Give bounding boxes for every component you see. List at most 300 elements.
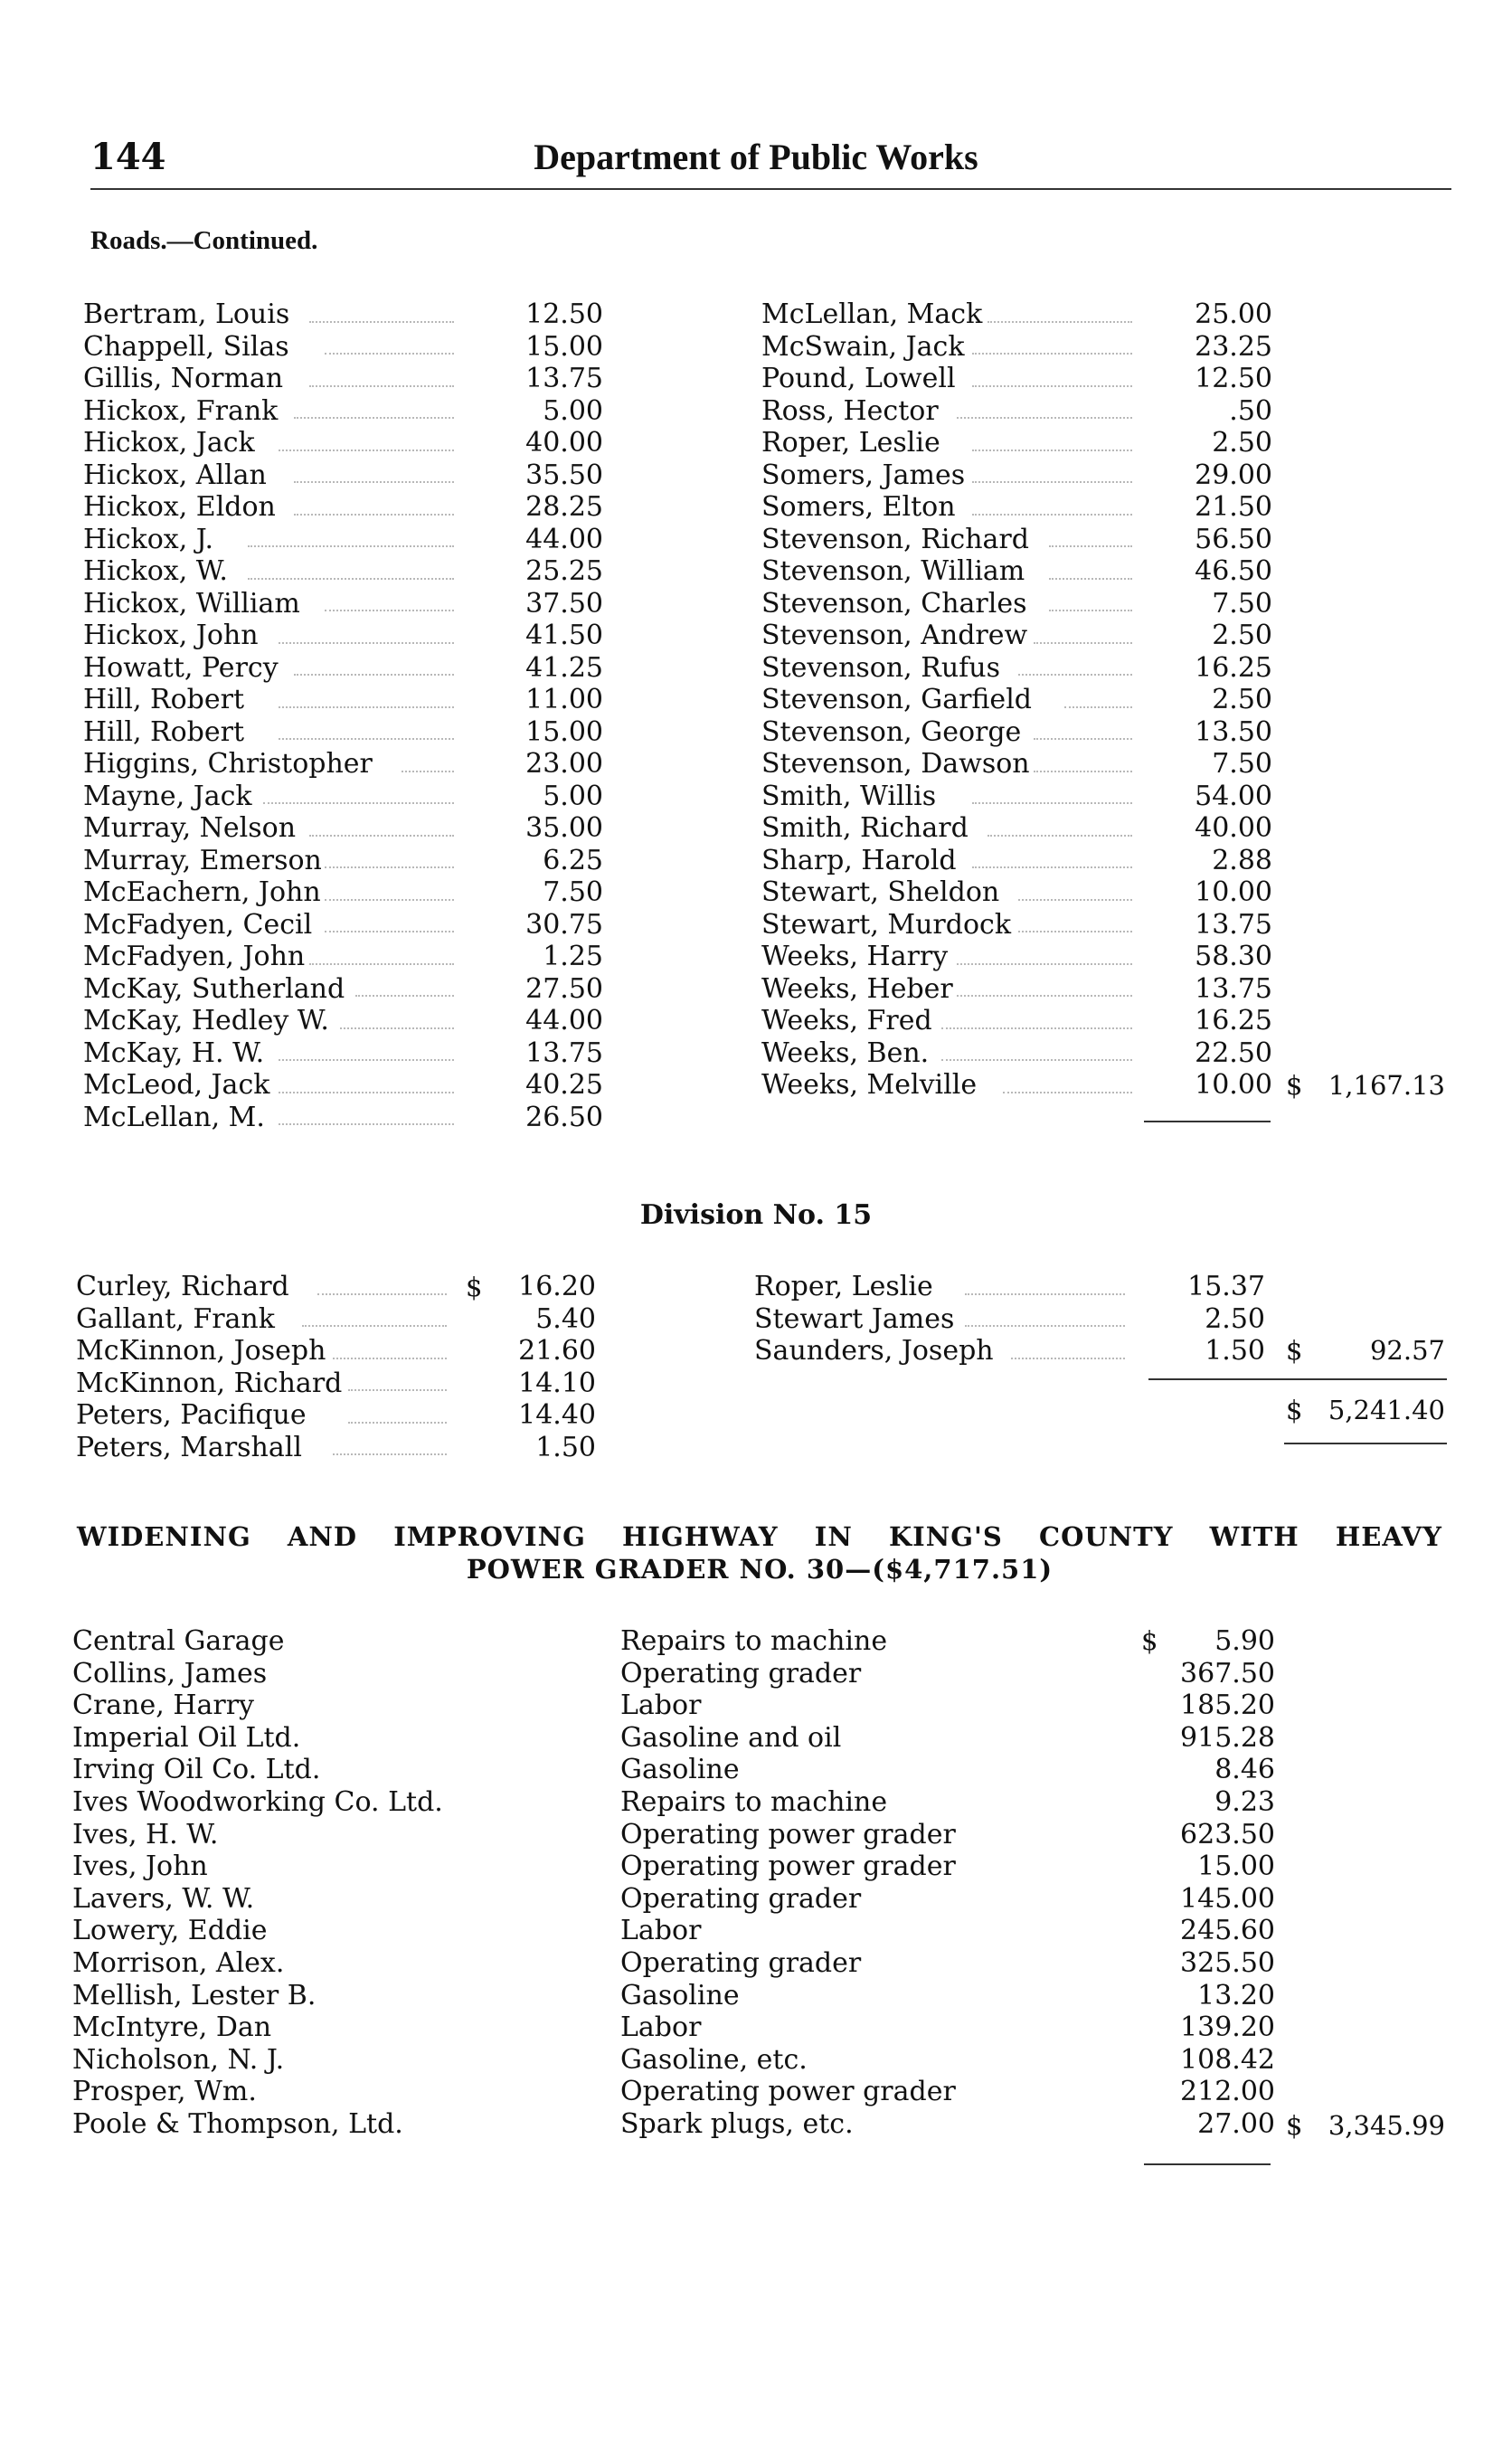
entry-amount: 12.50	[525, 298, 603, 330]
item-description: Gasoline and oil	[620, 1721, 842, 1754]
list-item	[83, 748, 603, 781]
entry-amount: 12.50	[1195, 363, 1272, 394]
table-row	[72, 2076, 1275, 2108]
entry-name: Stevenson, Charles	[761, 587, 1027, 620]
list-item	[761, 395, 1272, 428]
payee-name: Lavers, W. W.	[72, 1882, 255, 1915]
payee-name: Ives Woodworking Co. Ltd.	[72, 1785, 443, 1818]
leader-dots	[340, 1027, 454, 1029]
entry-name: McKay, Hedley W.	[83, 1005, 329, 1036]
entry-amount: 7.50	[543, 876, 603, 908]
leader-dots	[325, 931, 454, 932]
entry-amount: 11.00	[525, 684, 603, 715]
item-description: Operating power grader	[620, 2076, 956, 2108]
item-amount: 5.90	[1214, 1625, 1275, 1657]
list-item	[83, 395, 603, 428]
list-item	[76, 1399, 596, 1432]
entry-amount: 13.75	[525, 1036, 603, 1069]
entry-amount: 10.00	[1195, 1069, 1272, 1101]
table-row	[72, 1915, 1275, 1947]
leader-dots	[972, 866, 1132, 868]
payee-name: Morrison, Alex.	[72, 1946, 285, 1979]
entry-name: McFadyen, Cecil	[83, 908, 313, 941]
leader-dots	[972, 481, 1132, 483]
list-item	[761, 331, 1272, 364]
entry-amount: 40.00	[1195, 812, 1272, 844]
list-item	[761, 1037, 1272, 1070]
list-item	[761, 524, 1272, 556]
list-item	[761, 748, 1272, 781]
entry-name: McEachern, John	[83, 876, 321, 908]
entry-amount: 14.10	[518, 1367, 596, 1399]
payee-name: Imperial Oil Ltd.	[72, 1721, 301, 1754]
leader-dots	[402, 771, 454, 772]
widening-total: 3,345.99	[1328, 2110, 1445, 2141]
entry-amount: 2.50	[1212, 620, 1272, 651]
entry-amount: 26.50	[525, 1101, 603, 1133]
entry-amount: 44.00	[525, 523, 603, 555]
leader-dots	[309, 321, 454, 323]
entry-name: Somers, Elton	[761, 491, 956, 523]
table-row	[72, 1690, 1275, 1722]
entry-name: Stewart, Sheldon	[761, 876, 1000, 908]
heading-word: IMPROVING	[393, 1521, 586, 1552]
leader-dots	[1018, 674, 1132, 676]
leader-dots	[1018, 899, 1132, 901]
entry-amount: 15.37	[1187, 1271, 1265, 1302]
entry-name: McFadyen, John	[83, 941, 306, 972]
leader-dots	[248, 578, 454, 580]
entry-name: McLeod, Jack	[83, 1069, 270, 1101]
list-item	[83, 588, 603, 620]
heading-word: AND	[287, 1521, 358, 1552]
roads-total-rule	[1144, 1121, 1271, 1122]
list-item	[76, 1335, 596, 1368]
entry-name: Hickox, Allan	[83, 459, 267, 491]
heading-word: IN	[814, 1521, 853, 1552]
list-item	[761, 620, 1272, 652]
table-row	[72, 1658, 1275, 1690]
entry-name: Roper, Leslie	[761, 427, 940, 459]
list-item	[83, 363, 603, 395]
div15-left-currency: $	[466, 1272, 483, 1302]
table-row	[72, 2044, 1275, 2077]
division-heading: Division No. 15	[639, 1199, 873, 1231]
leader-dots	[279, 1092, 454, 1093]
list-item	[83, 331, 603, 364]
leader-dots	[348, 1422, 447, 1424]
entry-amount: 6.25	[543, 844, 603, 876]
list-item	[754, 1335, 1265, 1368]
div15-subtotal-currency: $	[1286, 1335, 1303, 1366]
list-item	[83, 684, 603, 716]
entry-amount: 13.75	[1195, 972, 1272, 1005]
list-item	[761, 363, 1272, 395]
leader-dots	[957, 963, 1132, 965]
heading-word: KING'S	[888, 1521, 1003, 1552]
entry-name: Gallant, Frank	[76, 1302, 275, 1335]
leader-dots	[279, 1059, 454, 1061]
list-item	[761, 909, 1272, 942]
list-item	[761, 427, 1272, 459]
div15-subtotal-rule	[1148, 1378, 1447, 1380]
entry-amount: .50	[1229, 394, 1272, 427]
item-amount: 13.20	[1197, 1979, 1275, 2011]
item-amount: 212.00	[1180, 2076, 1275, 2108]
list-item	[83, 298, 603, 331]
list-item	[83, 909, 603, 942]
leader-dots	[965, 1293, 1125, 1295]
entry-name: Smith, Richard	[761, 812, 969, 844]
entry-name: Stevenson, George	[761, 715, 1022, 748]
leader-dots	[972, 450, 1132, 451]
leader-dots	[941, 1027, 1132, 1029]
entry-amount: 40.00	[525, 427, 603, 459]
list-item	[76, 1368, 596, 1400]
grand-total-rule	[1284, 1443, 1447, 1444]
item-description: Labor	[620, 1915, 702, 1947]
list-item	[761, 876, 1272, 909]
leader-dots	[1011, 1358, 1125, 1359]
list-item	[754, 1303, 1265, 1336]
entry-name: Bertram, Louis	[83, 298, 290, 330]
payee-name: Nicholson, N. J.	[72, 2043, 285, 2076]
grand-total: 5,241.40	[1328, 1395, 1445, 1425]
list-item	[76, 1271, 596, 1303]
entry-amount: 16.25	[1195, 1005, 1272, 1036]
widening-heading	[77, 1521, 1442, 1585]
list-item	[761, 684, 1272, 716]
entry-amount: 15.00	[525, 715, 603, 748]
table-row	[72, 1850, 1275, 1883]
item-amount: 623.50	[1180, 1818, 1275, 1850]
entry-amount: 5.40	[535, 1302, 596, 1335]
item-amount: 9.23	[1214, 1785, 1275, 1818]
leader-dots	[972, 353, 1132, 355]
entry-name: McSwain, Jack	[761, 330, 965, 363]
entry-name: Chappell, Silas	[83, 330, 289, 363]
list-item	[83, 1037, 603, 1070]
leader-dots	[972, 514, 1132, 516]
list-item	[83, 781, 603, 813]
leader-dots	[1049, 610, 1132, 611]
entry-amount: 16.25	[1195, 651, 1272, 684]
leader-dots	[325, 899, 454, 901]
table-row	[72, 1722, 1275, 1755]
list-item	[83, 1005, 603, 1037]
item-amount: 367.50	[1180, 1657, 1275, 1690]
list-item	[761, 812, 1272, 845]
entry-name: Weeks, Heber	[761, 972, 953, 1005]
entry-amount: 13.75	[525, 363, 603, 394]
table-row	[72, 1625, 1275, 1658]
widening-total-rule	[1144, 2163, 1271, 2165]
list-item	[754, 1271, 1265, 1303]
item-amount: 245.60	[1180, 1915, 1275, 1947]
entry-name: Murray, Nelson	[83, 812, 297, 844]
leader-dots	[309, 963, 454, 965]
leader-dots	[1018, 931, 1132, 932]
entry-name: Hill, Robert	[83, 715, 245, 748]
entry-name: Howatt, Percy	[83, 651, 279, 684]
leader-dots	[1034, 738, 1132, 740]
entry-name: Stevenson, Dawson	[761, 748, 1030, 780]
entry-name: Saunders, Joseph	[754, 1335, 994, 1367]
payee-name: Collins, James	[72, 1657, 268, 1690]
leader-dots	[941, 1059, 1132, 1061]
entry-amount: 35.50	[525, 459, 603, 491]
header-rule	[90, 188, 1451, 190]
entry-name: Stewart James	[754, 1302, 955, 1335]
item-amount: 325.50	[1180, 1946, 1275, 1979]
entry-name: Roper, Leslie	[754, 1271, 933, 1302]
item-amount: 915.28	[1180, 1721, 1275, 1754]
list-item	[761, 652, 1272, 685]
list-item	[83, 876, 603, 909]
heading-word: WIDENING	[77, 1521, 251, 1552]
entry-name: Ross, Hector	[761, 394, 939, 427]
list-item	[83, 1069, 603, 1102]
table-row	[72, 1947, 1275, 1980]
item-description: Gasoline	[620, 1979, 740, 2011]
payee-name: Ives, John	[72, 1850, 208, 1883]
entry-amount: 7.50	[1212, 748, 1272, 780]
item-description: Operating grader	[620, 1946, 862, 1979]
entry-amount: 44.00	[525, 1005, 603, 1036]
item-description: Operating power grader	[620, 1850, 956, 1883]
entry-name: Curley, Richard	[76, 1271, 289, 1302]
entry-name: Gillis, Norman	[83, 363, 284, 394]
entry-amount: 5.00	[543, 780, 603, 812]
leader-dots	[965, 1325, 1125, 1327]
leader-dots	[317, 1293, 447, 1295]
list-item	[83, 812, 603, 845]
list-item	[761, 1069, 1272, 1102]
entry-name: Stevenson, William	[761, 555, 1025, 587]
widening-currency: $	[1286, 2110, 1303, 2141]
entry-name: Stevenson, Richard	[761, 523, 1029, 555]
entry-name: McKinnon, Joseph	[76, 1335, 326, 1367]
leader-dots	[988, 321, 1132, 323]
entry-name: Higgins, Christopher	[83, 748, 373, 780]
entry-name: Smith, Willis	[761, 780, 937, 812]
list-item	[83, 716, 603, 749]
entry-name: Somers, James	[761, 459, 966, 491]
roads-currency: $	[1286, 1070, 1303, 1101]
leader-dots	[309, 385, 454, 387]
entry-amount: 2.50	[1212, 427, 1272, 459]
leader-dots	[294, 481, 454, 483]
item-amount: 15.00	[1197, 1850, 1275, 1883]
list-item	[83, 491, 603, 524]
item-description: Labor	[620, 1690, 702, 1722]
leader-dots	[325, 610, 454, 611]
list-item	[76, 1303, 596, 1336]
widening-heading-line2: POWER GRADER NO. 30—($4,717.51)	[466, 1554, 1054, 1585]
list-item	[83, 459, 603, 492]
entry-name: McKinnon, Richard	[76, 1367, 343, 1399]
entry-amount: 2.50	[1212, 684, 1272, 715]
leader-dots	[279, 450, 454, 451]
leader-dots	[355, 995, 454, 997]
entry-name: Stevenson, Rufus	[761, 651, 1000, 684]
leader-dots	[279, 1123, 454, 1125]
leader-dots	[294, 674, 454, 676]
payee-name: Central Garage	[72, 1625, 285, 1657]
entry-amount: 23.00	[525, 748, 603, 780]
leader-dots	[325, 353, 454, 355]
entry-amount: 35.00	[525, 812, 603, 844]
list-item	[83, 1102, 603, 1134]
heading-word: HIGHWAY	[622, 1521, 779, 1552]
entry-name: Peters, Pacifique	[76, 1399, 307, 1431]
item-amount: 27.00	[1197, 2107, 1275, 2140]
leader-dots	[1064, 706, 1132, 708]
list-item	[83, 652, 603, 685]
entry-amount: 37.50	[525, 587, 603, 620]
item-description: Repairs to machine	[620, 1625, 888, 1657]
item-amount: 8.46	[1214, 1754, 1275, 1786]
leader-dots	[957, 417, 1132, 419]
section-continued-heading: Roads.—Continued.	[90, 226, 318, 255]
widening-ledger	[72, 1625, 1275, 2141]
list-item	[761, 941, 1272, 973]
payee-name: McIntyre, Dan	[72, 2011, 272, 2044]
item-description: Spark plugs, etc.	[620, 2107, 854, 2140]
entry-name: Hickox, W.	[83, 555, 228, 587]
entry-amount: 1.25	[543, 941, 603, 972]
entry-name: McLellan, Mack	[761, 298, 983, 330]
item-description: Operating power grader	[620, 1818, 956, 1850]
table-row	[72, 1883, 1275, 1916]
entry-name: Hickox, Frank	[83, 394, 279, 427]
entry-amount: 1.50	[535, 1431, 596, 1463]
leader-dots	[1034, 642, 1132, 644]
entry-amount: 41.50	[525, 620, 603, 651]
roads-left-column	[83, 298, 603, 1133]
entry-name: Stevenson, Garfield	[761, 684, 1032, 715]
list-item	[83, 941, 603, 973]
entry-amount: 27.50	[525, 972, 603, 1005]
item-description: Labor	[620, 2011, 702, 2044]
page-number: 144	[90, 136, 166, 178]
list-item	[83, 555, 603, 588]
list-item	[761, 1005, 1272, 1037]
item-description: Operating grader	[620, 1882, 862, 1915]
entry-amount: 21.60	[518, 1335, 596, 1367]
entry-amount: 56.50	[1195, 523, 1272, 555]
entry-name: McKay, Sutherland	[83, 972, 345, 1005]
entry-name: Weeks, Fred	[761, 1005, 932, 1036]
list-item	[761, 845, 1272, 877]
entry-amount: 40.25	[525, 1069, 603, 1101]
leader-dots	[1034, 771, 1132, 772]
widening-first-currency: $	[1141, 1625, 1158, 1656]
entry-name: Hickox, John	[83, 620, 259, 651]
entry-amount: 25.00	[1195, 298, 1272, 330]
entry-amount: 13.75	[1195, 908, 1272, 941]
item-amount: 139.20	[1180, 2011, 1275, 2044]
leader-dots	[348, 1389, 447, 1391]
table-row	[72, 2011, 1275, 2044]
leader-dots	[1049, 578, 1132, 580]
grand-total-currency: $	[1286, 1395, 1303, 1425]
entry-name: Mayne, Jack	[83, 780, 252, 812]
entry-amount: 29.00	[1195, 459, 1272, 491]
item-description: Gasoline, etc.	[620, 2043, 808, 2076]
list-item	[761, 298, 1272, 331]
entry-amount: 2.88	[1212, 844, 1272, 876]
leader-dots	[248, 545, 454, 547]
page-title: Department of Public Works	[534, 137, 978, 177]
entry-name: Weeks, Melville	[761, 1069, 978, 1101]
leader-dots	[309, 835, 454, 837]
list-item	[761, 555, 1272, 588]
table-row	[72, 1819, 1275, 1851]
item-amount: 185.20	[1180, 1690, 1275, 1722]
entry-amount: 7.50	[1212, 587, 1272, 620]
entry-name: Murray, Emerson	[83, 844, 322, 876]
entry-amount: 22.50	[1195, 1036, 1272, 1069]
entry-amount: 21.50	[1195, 491, 1272, 523]
leader-dots	[279, 642, 454, 644]
entry-name: Pound, Lowell	[761, 363, 956, 394]
entry-amount: 23.25	[1195, 330, 1272, 363]
leader-dots	[294, 514, 454, 516]
entry-amount: 15.00	[525, 330, 603, 363]
leader-dots	[1003, 1092, 1132, 1093]
entry-amount: 58.30	[1195, 941, 1272, 972]
list-item	[83, 427, 603, 459]
item-amount: 108.42	[1180, 2043, 1275, 2076]
list-item	[761, 781, 1272, 813]
entry-name: Hickox, J.	[83, 523, 214, 555]
entry-name: Weeks, Ben.	[761, 1036, 930, 1069]
leader-dots	[325, 866, 454, 868]
payee-name: Crane, Harry	[72, 1690, 255, 1722]
leader-dots	[263, 802, 454, 804]
entry-name: Hickox, Eldon	[83, 491, 276, 523]
entry-name: Stewart, Murdock	[761, 908, 1012, 941]
payee-name: Ives, H. W.	[72, 1818, 219, 1850]
entry-name: McLellan, M.	[83, 1101, 265, 1133]
entry-name: Hickox, Jack	[83, 427, 255, 459]
roads-total: 1,167.13	[1328, 1070, 1445, 1101]
entry-name: Stevenson, Andrew	[761, 620, 1028, 651]
list-item	[761, 973, 1272, 1006]
payee-name: Prosper, Wm.	[72, 2076, 257, 2108]
leader-dots	[333, 1358, 447, 1359]
list-item	[761, 459, 1272, 492]
entry-name: Hickox, William	[83, 587, 300, 620]
entry-amount: 1.50	[1205, 1335, 1265, 1367]
entry-amount: 54.00	[1195, 780, 1272, 812]
widening-heading-line1	[77, 1521, 1442, 1552]
heading-word: COUNTY	[1038, 1521, 1174, 1552]
leader-dots	[302, 1325, 447, 1327]
entry-name: Hill, Robert	[83, 684, 245, 715]
table-row	[72, 1980, 1275, 2012]
heading-word: HEAVY	[1335, 1521, 1442, 1552]
item-description: Operating grader	[620, 1657, 862, 1690]
leader-dots	[333, 1453, 447, 1455]
entry-amount: 13.50	[1195, 715, 1272, 748]
entry-name: Peters, Marshall	[76, 1431, 302, 1463]
leader-dots	[294, 417, 454, 419]
entry-name: Weeks, Harry	[761, 941, 949, 972]
div15-right-column	[754, 1271, 1265, 1368]
leader-dots	[972, 385, 1132, 387]
